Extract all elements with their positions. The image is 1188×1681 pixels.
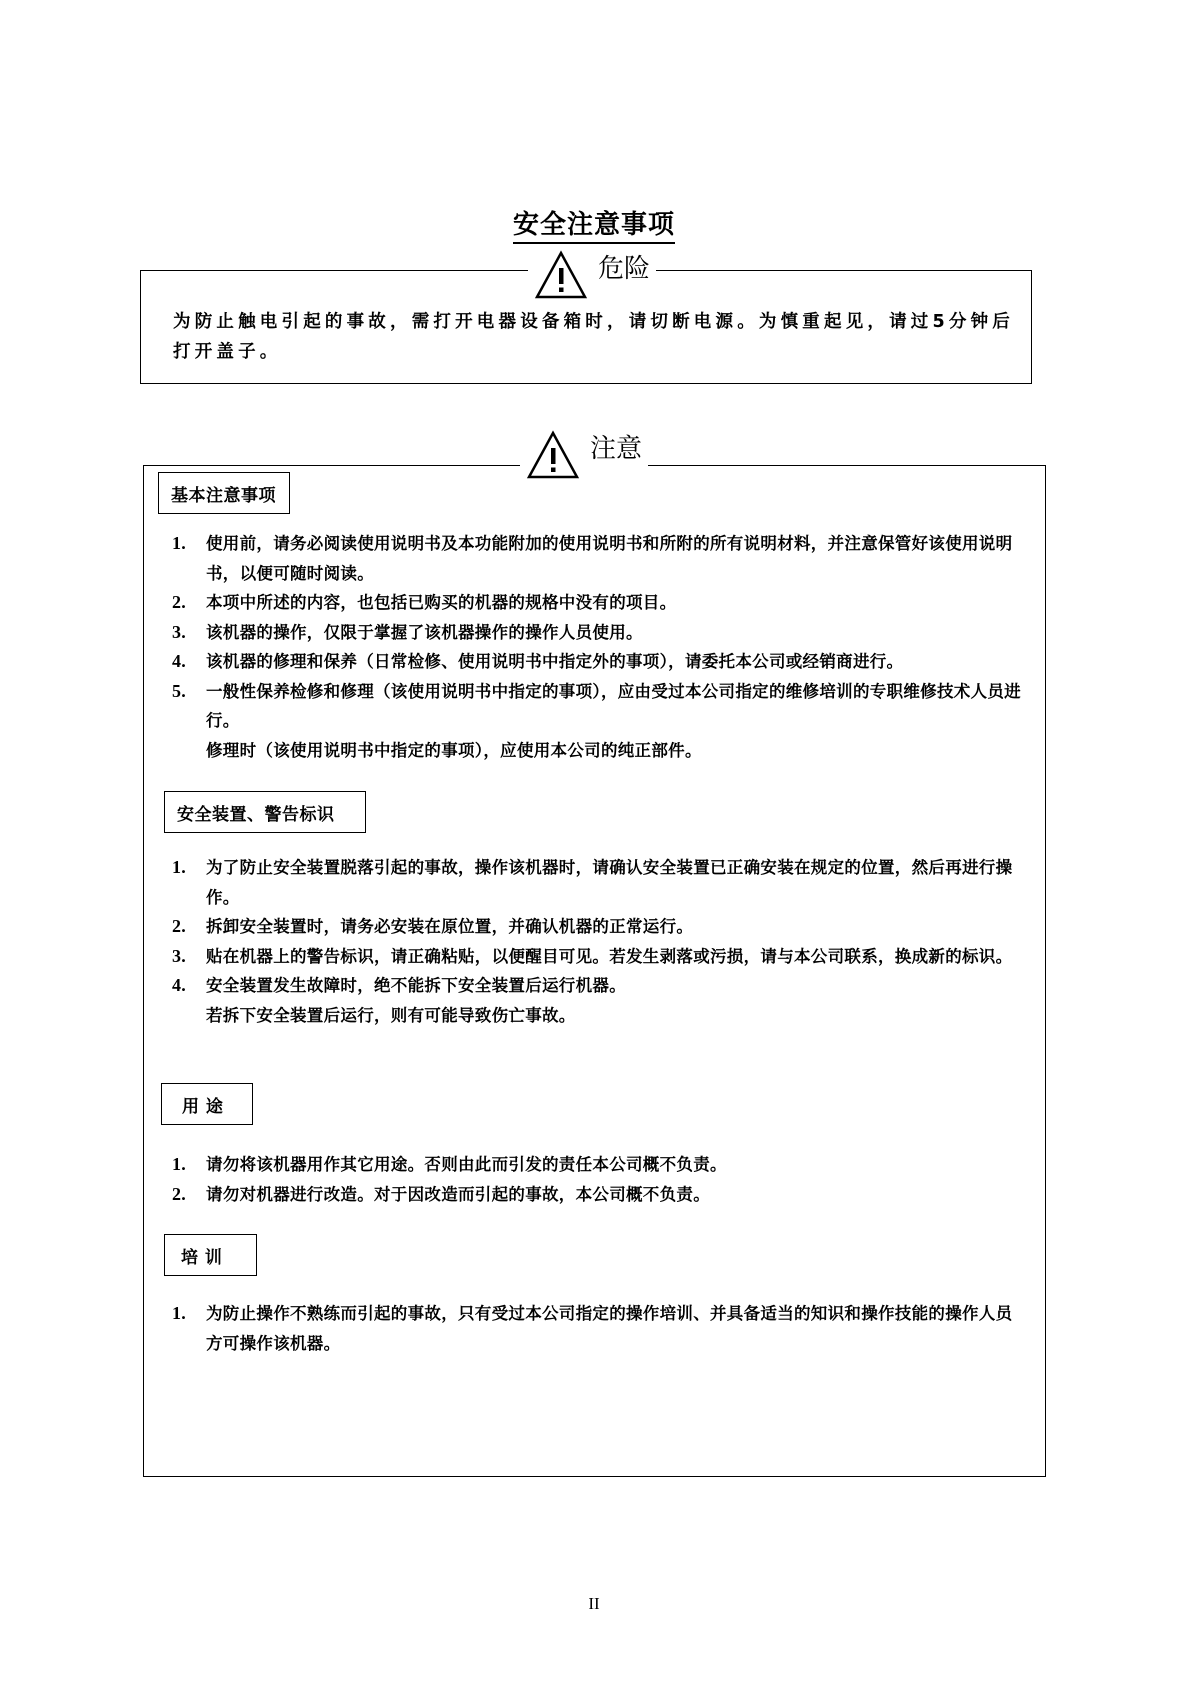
- warning-triangle-icon: [534, 250, 588, 300]
- list-item-text: 贴在机器上的警告标识，请正确粘贴，以便醒目可见。若发生剥落或污损，请与本公司联系，换成新的标识。: [206, 946, 1013, 966]
- list-item-number: 4.: [172, 651, 187, 671]
- section-heading-basic: 基本注意事项: [158, 472, 290, 514]
- page-title: [0, 204, 1188, 241]
- section-heading-safety-devices: 安全装置、警告标识: [164, 791, 366, 833]
- list-item-text: 该机器的修理和保养（日常检修、使用说明书中指定外的事项），请委托本公司或经销商进行。: [206, 652, 904, 671]
- danger-header: [528, 246, 656, 304]
- list-item-text: 一般性保养检修和修理（该使用说明书中指定的事项），应由受过本公司指定的维修培训的专职维修技术人员进行。: [206, 681, 1021, 730]
- list-item-text: 该机器的操作，仅限于掌握了该机器操作的操作人员使用。: [206, 622, 643, 642]
- list-item: [172, 529, 1024, 588]
- list-item-number: 5.: [172, 680, 187, 701]
- section-heading-training: 培 训: [164, 1234, 257, 1276]
- list-item: [172, 942, 1024, 972]
- list-item-text: 拆卸安全装置时，请务必安装在原位置，并确认机器的正常运行。: [206, 917, 694, 936]
- section-list-training: [172, 1299, 1024, 1358]
- list-item: [172, 1150, 1024, 1180]
- list-item-number: 2.: [172, 1183, 187, 1204]
- list-item: [172, 1180, 1024, 1210]
- section-heading-usage: 用 途: [161, 1083, 253, 1125]
- list-item-text: 使用前，请务必阅读使用说明书及本功能附加的使用说明书和所附的所有说明材料，并注意保管好该使用说明书，以便可随时阅读。: [206, 534, 1013, 583]
- caution-label: 注意: [590, 433, 643, 464]
- warning-triangle-icon: [526, 430, 580, 480]
- list-item-number: 4.: [172, 975, 187, 995]
- list-item-number: 3.: [172, 621, 187, 642]
- list-item-number: 2.: [172, 916, 187, 936]
- list-item: [172, 1299, 1024, 1358]
- list-item-number: 1.: [172, 533, 187, 553]
- danger-text: 为防止触电引起的事故，需打开电器设备箱时，请切断电源。为慎重起见，请过5分钟后打开盖子。: [173, 312, 1014, 362]
- list-item: [172, 647, 1024, 677]
- list-item-text: 为了防止安全装置脱落引起的事故，操作该机器时，请确认安全装置已正确安装在规定的位置，然后再进行操作。: [206, 858, 1013, 907]
- list-item: [172, 677, 1024, 766]
- section-list-safety-devices: [172, 853, 1024, 1030]
- page-number: II: [588, 1594, 600, 1613]
- list-item: [172, 971, 1024, 1030]
- list-item-number: 3.: [172, 945, 187, 966]
- list-item-number: 1.: [172, 1154, 187, 1174]
- section-list-basic: [172, 529, 1024, 765]
- list-item: [172, 912, 1024, 942]
- list-item-text: 请勿对机器进行改造。对于因改造而引起的事故，本公司概不负责。: [206, 1184, 710, 1204]
- page-title-text: 安全注意事项: [513, 210, 675, 244]
- list-item-text: 本项中所述的内容，也包括已购买的机器的规格中没有的项目。: [206, 593, 677, 612]
- list-item: [172, 618, 1024, 648]
- list-item-number: 2.: [172, 592, 187, 612]
- caution-header: [520, 424, 648, 486]
- list-item-text: 请勿将该机器用作其它用途。否则由此而引发的责任本公司概不负责。: [206, 1155, 727, 1174]
- section-list-usage: [172, 1150, 1024, 1209]
- list-item-text: 安全装置发生故障时，绝不能拆下安全装置后运行机器。: [206, 976, 626, 995]
- list-item-note: 若拆下安全装置后运行，则有可能导致伤亡事故。: [206, 1005, 576, 1025]
- list-item: [172, 588, 1024, 618]
- list-item: [172, 853, 1024, 912]
- list-item-text: 为防止操作不熟练而引起的事故，只有受过本公司指定的操作培训、并具备适当的知识和操作技能的操作人员方可操作该机器。: [206, 1304, 1013, 1353]
- list-item-number: 1.: [172, 857, 187, 877]
- caution-box: [143, 465, 1046, 1477]
- list-item-note: 修理时（该使用说明书中指定的事项），应使用本公司的纯正部件。: [206, 740, 702, 760]
- danger-label: 危险: [598, 253, 651, 284]
- list-item-number: 1.: [172, 1303, 187, 1323]
